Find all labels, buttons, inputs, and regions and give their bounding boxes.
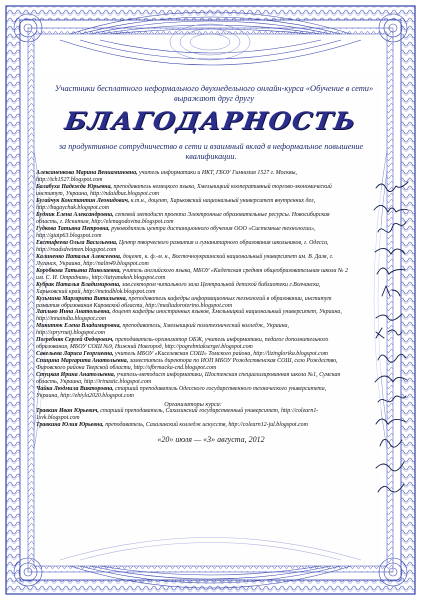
list-item: Савельева Лариса Георгиевна, учитель МБОУ «Киселевская СОШ» Томского района, http://lizinglorika.blogspot.com — [36, 351, 328, 358]
organizer-item: Травкина Юлия Юрьевна, преподаватель, Сахалинский колледж искусств, http://colearn12-jul.blogspot.com — [36, 421, 308, 428]
signature-14 — [376, 462, 404, 471]
signature-12 — [376, 419, 406, 424]
list-item: Евстифеева Ольга Васильевна, Центр творческого развития и гуманитарного образования школьников, г. Одесса, http://roadsdvetmen.blogspot.com — [36, 239, 329, 253]
list-item: Микитюк Елена Владимировна, преподаватель, Хмельницкий политехнический колледж, Украина, http://spryrnaij.blogspot.com — [36, 323, 289, 337]
list-item: Калиненко Наталья Алексеевна, доцент, к. ф.-м. н., Восточноукраинский национальный университет им. В. Даля, г. Луганск, Украина, http://nalin49.blogspot.com — [36, 253, 334, 267]
signature-7 — [376, 314, 402, 320]
certificate-header: Участники бесплатного неформального двухнедельного онлайн-курса «Обучение в сети» выражают друг другу — [54, 84, 374, 104]
signatures-column — [372, 178, 412, 508]
course-dates: «20» июля — «3» августа, 2012 — [157, 434, 265, 444]
list-item: Коробкова Татьяна Николаевна, учитель английского языка, МБОУ «Кадетская средняя общеобразовательная школа № 2 им. С. И. Отрадная», http://tatyanakoh.blogspot.com — [36, 267, 348, 281]
signature-10 — [375, 376, 407, 382]
list-item: Алексаненкова Марина Вениаминовна, учитель информатики и ИКТ, ГБОУ Гимназия 1527 г. Москвы, http://tch1527.blogspot.com — [36, 170, 297, 184]
list-item: Чайка Людмила Викторовна, старший преподаватель Одесского государственного технического университета, Украина, http://ehiyla2020.blogspot.com — [36, 385, 327, 399]
certificate-title — [48, 106, 374, 136]
signature-6 — [382, 286, 400, 296]
organizer-item: Травкин Иван Юрьевич, старший преподаватель, Сахалинский государственный университет, http://colearn1-1svk.blogspot.com — [36, 407, 319, 421]
list-item: Будник Елена Александровна, сетевой методист проекта Электронные образовательные ресурсы. Новосибирская область, г. Искитим, http://elenagodovina.blogspot.com — [36, 212, 330, 226]
list-item: Кубрак Наталья Владимировна, зав.сектором читального зала Центральной детской библиотеки г.Волчанска, Харьковский край, http://metodblok.blogspot.com — [36, 281, 321, 295]
organizers-heading: Организаторы курса: — [164, 400, 222, 408]
signature-9 — [378, 354, 406, 362]
list-item: Бугайчук Константин Леонидович, к.т.н., доцент, Харьковский национальный университет внутренних дел, http://bugaychuk.blogspot.com — [36, 198, 316, 212]
list-item: Балабуха Надежда Юрьевна, преподаватель немецкого языка, Хмельницкий кооперативный торгово-экономический институт, Украина, http://ndaidbuz.blogspot.com — [36, 184, 332, 198]
participants-list — [36, 170, 350, 428]
signature-15 — [378, 484, 404, 492]
signature-1 — [376, 182, 408, 192]
title-text: БЛАГОДАРНОСТЬ — [63, 106, 359, 136]
signature-5 — [377, 268, 405, 274]
list-item: Погребняк Сергей Федорович, преподаватель-организатор ОБЖ, учитель информатики, педагог дополнительного образования, МБОУ СОШ №9, Нижний Новгород, http://pogrebniaksergei.blogspot.com — [36, 337, 329, 351]
signature-2 — [374, 205, 408, 212]
signature-8 — [376, 328, 402, 338]
list-item: Стуцкая Ирина Анатольевна, учитель-методист информатики, Шостенская специализированная школа №1, Сумская область, Украина, http://irinastic.blogspot.com — [36, 372, 341, 385]
list-item: Лаплько Инна Анатольевна, доцент кафедры иностранных языков, Хмельницкий национальный университет, Украина, http://innaindia.blogspot.com — [36, 309, 342, 323]
signature-3 — [378, 222, 406, 232]
list-item: Спицина Маргарита Анатольевна, заместитель директора по ИОП МБОУ Рождественская СОШ, село Рождество, Фировского района Тверской области, http://sfbrmacka-cnd.blogspot.com — [36, 358, 338, 372]
list-item: Гудкова Татьяна Петровна, руководитель центра дистанционного обучения ООО «Системные технологии», http://gtatp63.blogspot.com — [36, 226, 316, 239]
list-item: Кузьмина Маргарита Витальевна, преподаватель кафедры информационных технологий в образовании, институт развития образования Кировской области, http://mediadoroterino.blogspot.com — [36, 295, 332, 309]
certificate-body — [36, 84, 374, 572]
signature-11 — [378, 396, 406, 402]
signature-13 — [380, 439, 402, 447]
certificate-subtitle: за продуктивное сотрудничество в сети и взаимный вклад в неформальное повышение квалификации. — [58, 142, 364, 162]
signature-4 — [375, 248, 405, 254]
